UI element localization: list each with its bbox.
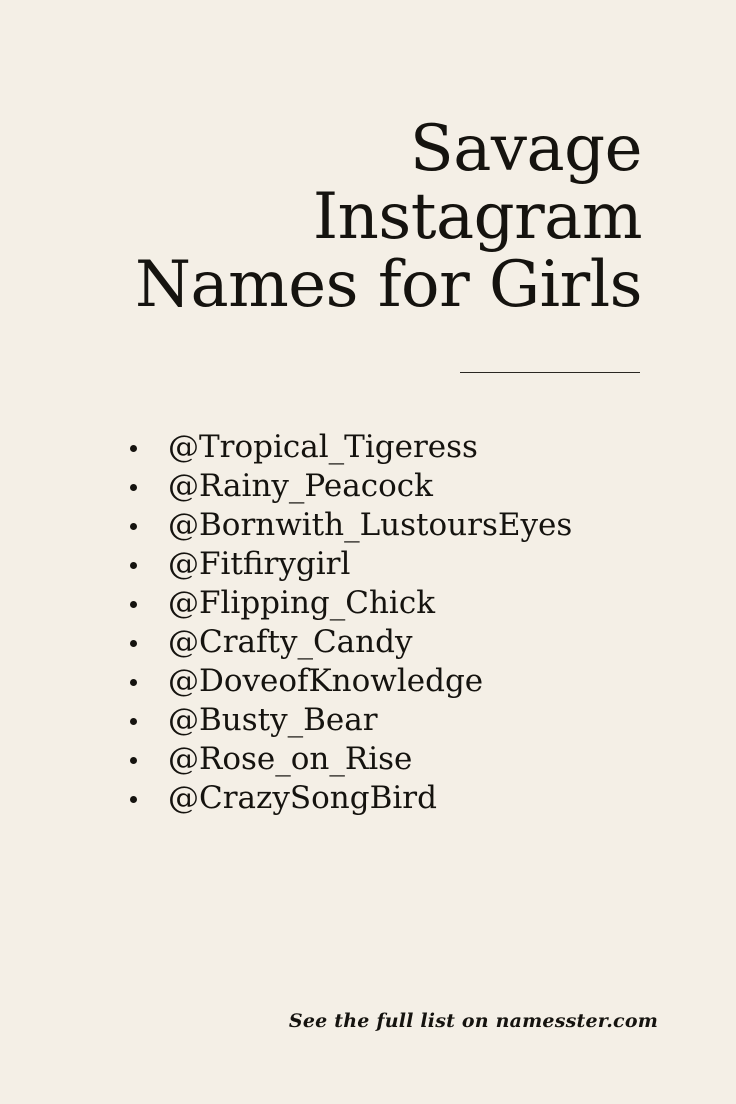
list-item: @Rainy_Peacock	[118, 467, 676, 506]
list-item: @Bornwith_LustoursEyes	[118, 506, 676, 545]
title-line-1: Savage	[409, 112, 642, 186]
list-item: @Fitfirygirl	[118, 545, 676, 584]
list-item: @Flipping_Chick	[118, 584, 676, 623]
list-item: @DoveofKnowledge	[118, 662, 676, 701]
list-item: @CrazySongBird	[118, 779, 676, 818]
footer-attribution: See the full list on namesster.com	[288, 1010, 658, 1032]
title-line-3: Names for Girls	[134, 248, 642, 323]
list-item: @Rose_on_Rise	[118, 740, 676, 779]
list-item: @Busty_Bear	[118, 701, 676, 740]
list-item: @Tropical_Tigeress	[118, 428, 676, 467]
divider	[460, 372, 640, 373]
page-title	[60, 112, 642, 323]
title-line-2: Instagram	[312, 180, 642, 255]
list-item: @Crafty_Candy	[118, 623, 676, 662]
name-list	[118, 428, 676, 818]
